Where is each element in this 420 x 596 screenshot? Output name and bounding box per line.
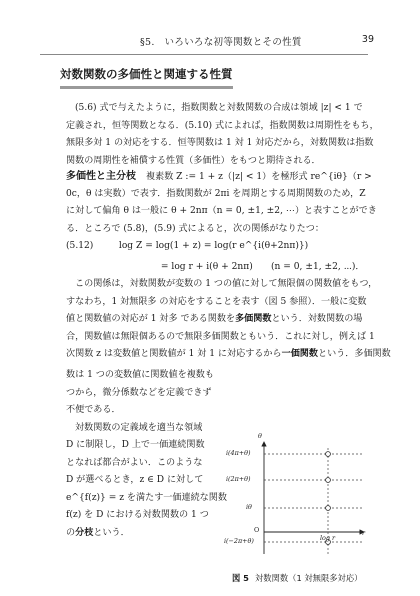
- subsection-line: る．ところで (5.8)，(5.9) 式によると，次の関係がなりたつ：: [66, 223, 324, 234]
- term-single-valued: 一価関数: [281, 349, 318, 359]
- intro-line: 無限多対 1 の対応をする．恒等関数は 1 対 1 対応だから，対数関数は指数: [66, 138, 374, 148]
- level-label: i(−2π+θ): [224, 537, 254, 545]
- branch-point: [326, 506, 331, 511]
- log-r-label: log r: [320, 534, 336, 542]
- figure-caption-text: 対数関数（1 対無限多対応）: [254, 573, 363, 583]
- body-line: [66, 311, 391, 329]
- body-line: [66, 525, 227, 543]
- subsection-line: 0c，θ は実数）で表す．指数関数が 2πi を周期とする周期関数のため，Z: [66, 188, 366, 199]
- equation-text: log Z = log(1 + z) = log(r e^{i(θ+2nπ)}): [118, 241, 309, 251]
- subsection-text: 複素数 Z := 1 + z（|z| < 1）を極形式 re^{iθ}（r >: [146, 172, 372, 182]
- body-text: という．多価関数: [317, 349, 391, 359]
- running-header: [92, 34, 400, 48]
- equation-line-2: [66, 259, 365, 272]
- term-multivalued: 多価関数: [235, 314, 272, 324]
- equation-text: = log r + i(θ + 2nπ) (n = 0, ±1, ±2, ⋯)．: [160, 262, 365, 272]
- branch-point: [326, 452, 331, 457]
- body-line: e^{f(z)} = z を満たす一価連続な関数: [66, 492, 227, 503]
- body-text: という．対数関数の場: [271, 314, 363, 324]
- x-axis-label: r: [362, 529, 366, 537]
- intro-paragraph: [66, 100, 379, 170]
- subsection-paragraph: [66, 168, 377, 238]
- body-line: この関係は，対数関数が変数の 1 つの値に対して無限個の関数値をもつ，: [75, 279, 378, 289]
- subsection-line: に対して偏角 θ は一般に θ + 2nπ（n = 0, ±1, ±2, ⋯）と表すことができ: [66, 206, 377, 216]
- intro-line: 定義され，恒等関数となる．(5.10) 式によれば，指数関数は周期性をもち，: [66, 120, 379, 131]
- body-text: 値と関数値の対応が 1 対多 である関数を: [66, 314, 236, 324]
- term-branch: 分枝: [75, 527, 94, 538]
- figure-log-branches: [224, 432, 370, 558]
- body-line: となれば都合がよい．このような: [66, 457, 203, 468]
- body-text: 次関数 z は変数値と関数値が 1 対 1 に対応するから: [66, 349, 282, 359]
- section-title: 対数関数の多価性と関連する性質: [60, 66, 233, 89]
- intro-line: 関数の周期性を補償する性質（多価性）をもつと期待される．: [66, 155, 321, 166]
- body-text: という．: [93, 527, 130, 538]
- equation-line-1: [66, 241, 308, 251]
- level-label: i(4π+θ): [226, 449, 251, 457]
- equation-number: (5.12): [66, 241, 94, 251]
- body-line: D に制限し，D 上で一価連続関数: [66, 440, 205, 450]
- page-number: 39: [361, 34, 374, 45]
- running-title: §5. いろいろな初等関数とその性質: [140, 37, 302, 48]
- figure-caption: [232, 572, 362, 584]
- body-line: 数は 1 つの変数値に関数値を複数も: [66, 370, 214, 380]
- body-line: 合，関数値は無限個あるので無限多価関数ともいう．これに対し，例えば 1: [66, 331, 375, 342]
- subsection-line: [66, 168, 377, 186]
- header-rule: [40, 54, 368, 55]
- intro-line: (5.6) 式で与えたように，指数関数と対数関数の合成は領域 |z| < 1 で: [75, 103, 363, 113]
- subsection-heading: 多価性と主分枝: [66, 171, 136, 182]
- body-line: 不便である．: [66, 405, 121, 415]
- body-line: [66, 346, 391, 364]
- level-label: iθ: [246, 503, 252, 511]
- body-line: 対数関数の定義域を適当な領域: [75, 422, 203, 433]
- branch-point: [326, 478, 331, 483]
- body-line: つから，微分係数などを定義できず: [66, 387, 212, 398]
- body-text: の: [66, 527, 76, 538]
- y-axis-label: θ: [258, 432, 262, 440]
- wrap-paragraph: [66, 367, 227, 542]
- body-line: すなわち，1 対無限多 の対応をすることを表す（図 5 参照）．一般に変数: [66, 296, 367, 307]
- origin-label: O: [254, 526, 260, 534]
- figure-caption-label: 図 5: [232, 573, 249, 583]
- body-line: D が選べるとき，z ∈ D に対して: [66, 475, 204, 485]
- level-label: i(2π+θ): [226, 475, 251, 483]
- body-line: f(z) を D における対数関数の 1 つ: [66, 510, 209, 520]
- body-paragraph: [66, 276, 391, 364]
